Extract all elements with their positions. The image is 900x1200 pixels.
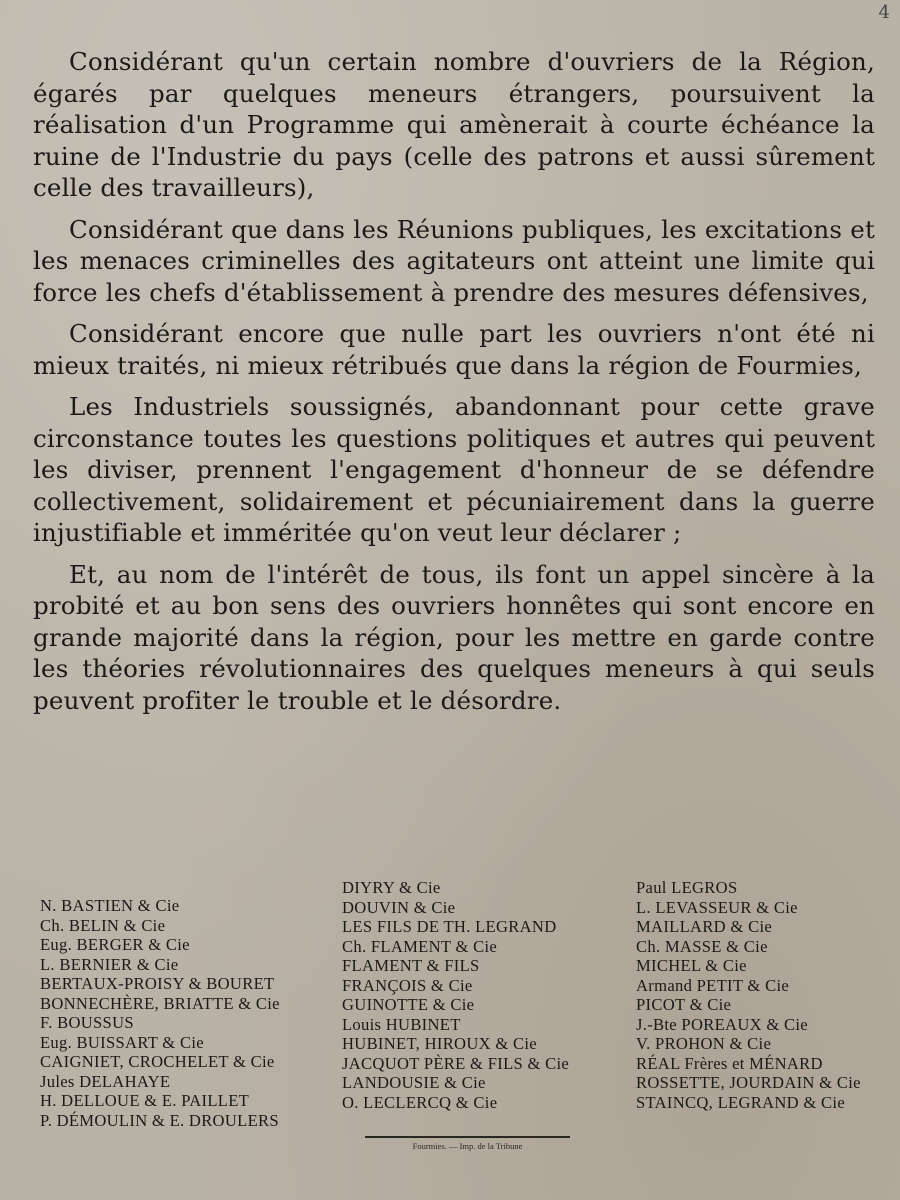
- paragraph-4: Les Industriels soussignés, abandonnant pour cette grave circonstance toutes les questions politiques et autres qui peuvent les diviser, prennent l'engagement d'honneur de se défendre collectivement, solidairement et pécuniairement dans la guerre injustifiable et imméritée qu'on veut leur déclarer ;: [33, 392, 875, 547]
- signatory: F. BOUSSUS: [40, 1013, 134, 1032]
- signatory: Ch. FLAMENT & Cie: [342, 936, 498, 956]
- signatory: Louis HUBINET: [342, 1014, 461, 1034]
- signatory: L. LEVASSEUR & Cie: [636, 897, 798, 917]
- signatory: DOUVIN & Cie: [342, 897, 456, 917]
- signatory: L. BERNIER & Cie: [40, 954, 179, 974]
- printer-imprint: Fourmies. — Imp. de la Tribune: [365, 1136, 570, 1151]
- signatories-column-3: [636, 878, 890, 1130]
- signatory: LES FILS DE TH. LEGRAND: [342, 917, 557, 936]
- signatory: Eug. BUISSART & Cie: [40, 1032, 204, 1052]
- signatory: O. LECLERCQ & Cie: [342, 1092, 498, 1112]
- signatory: HUBINET, HIROUX & Cie: [342, 1034, 537, 1053]
- signatory: PICOT & Cie: [636, 995, 732, 1014]
- paragraph-5: Et, au nom de l'intérêt de tous, ils font un appel sincère à la probité et au bon sens des ouvriers honnêtes qui sont encore en grande majorité dans la région, pour les mettre en garde contre les théories révolutionnaires des quelques meneurs à qui seuls peuvent profiter le trouble et le désordre.: [33, 559, 875, 715]
- signatories-column-2: [342, 878, 636, 1130]
- signatory: N. BASTIEN & Cie: [40, 896, 180, 915]
- signatory: CAIGNIET, CROCHELET & Cie: [40, 1052, 275, 1071]
- signatory: Armand PETIT & Cie: [636, 975, 790, 995]
- signatory: V. PROHON & Cie: [636, 1034, 772, 1053]
- signatory: LANDOUSIE & Cie: [342, 1073, 486, 1092]
- signatories-column-1: [40, 878, 342, 1130]
- paragraph-3: Considérant encore que nulle part les ouvriers n'ont été ni mieux traités, ni mieux rétribués que dans la région de Fourmies,: [33, 319, 875, 380]
- signatory: Paul LEGROS: [636, 878, 738, 897]
- signatory: BERTAUX-PROISY & BOURET: [40, 974, 275, 993]
- signatories: [40, 878, 890, 1130]
- signatory: P. DÉMOULIN & E. DROULERS: [40, 1110, 279, 1130]
- signatory: STAINCQ, LEGRAND & Cie: [636, 1092, 845, 1112]
- signatory: DIYRY & Cie: [342, 878, 441, 897]
- signatory: MAILLARD & Cie: [636, 917, 773, 936]
- page-corner-mark: 4: [878, 2, 890, 23]
- signatory: Jules DELAHAYE: [40, 1071, 171, 1091]
- signatory: ROSSETTE, JOURDAIN & Cie: [636, 1073, 861, 1092]
- signatory: Ch. MASSE & Cie: [636, 936, 768, 956]
- paragraph-1: Considérant qu'un certain nombre d'ouvriers de la Région, égarés par quelques meneurs étrangers, poursuivent la réalisation d'un Programme qui amènerait à courte échéance la ruine de l'Industrie du pays (celle des patrons et aussi sûrement celle des travailleurs),: [33, 47, 875, 202]
- signatory: RÉAL Frères et MÉNARD: [636, 1053, 823, 1073]
- paragraph-2: Considérant que dans les Réunions publiques, les excitations et les menaces criminelles des agitateurs ont atteint une limite qui force les chefs d'établissement à prendre des mesures défensives,: [33, 214, 875, 307]
- signatory: JACQUOT PÈRE & FILS & Cie: [342, 1053, 570, 1073]
- signatory: FLAMENT & FILS: [342, 956, 480, 975]
- signatory: J.-Bte POREAUX & Cie: [636, 1014, 808, 1034]
- signatory: BONNECHÈRE, BRIATTE & Cie: [40, 993, 280, 1013]
- signatory: Ch. BELIN & Cie: [40, 915, 166, 935]
- signatory: FRANÇOIS & Cie: [342, 975, 473, 995]
- signatory: Eug. BERGER & Cie: [40, 935, 190, 954]
- signatory: MICHEL & Cie: [636, 956, 747, 975]
- signatory: H. DELLOUE & E. PAILLET: [40, 1091, 250, 1110]
- signatory: GUINOTTE & Cie: [342, 995, 475, 1014]
- declaration-body: [33, 46, 875, 726]
